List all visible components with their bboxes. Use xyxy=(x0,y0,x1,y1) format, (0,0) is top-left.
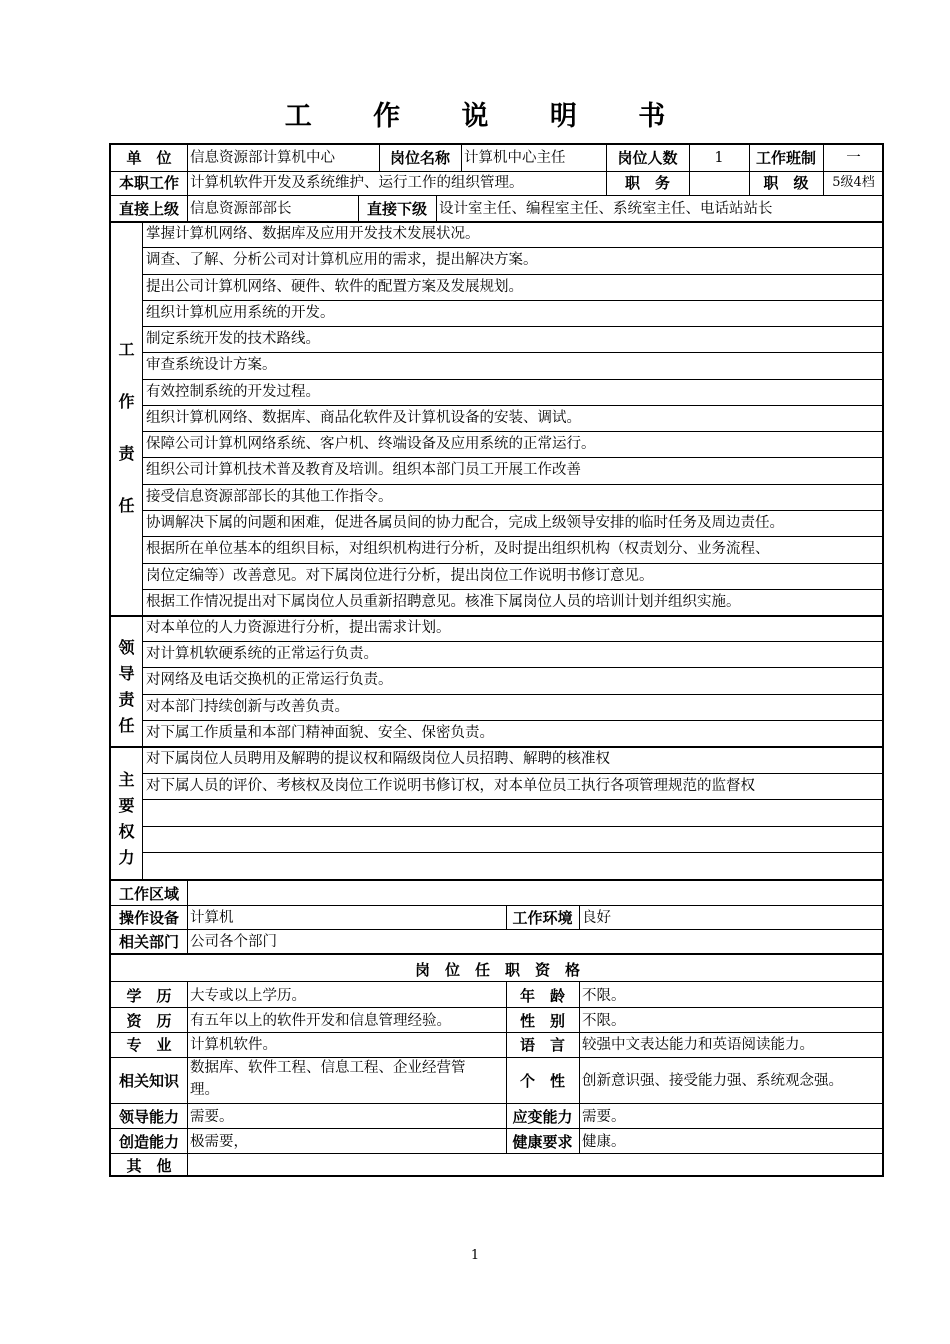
knowledge-value-line2: 理。 xyxy=(190,1082,219,1098)
duty-item: 调查、了解、分析公司对计算机应用的需求，提出解决方案。 xyxy=(146,252,538,269)
duty-item: 提出公司计算机网络、硬件、软件的配置方案及发展规划。 xyxy=(146,278,523,295)
leadership-label: 领 导 责 任 xyxy=(118,638,135,735)
duty-item: 组织公司计算机技术普及教育及培训。组织本部门员工开展工作改善 xyxy=(146,462,581,479)
experience-value: 有五年以上的软件开发和信息管理经验。 xyxy=(190,1013,451,1029)
major-value: 计算机软件。 xyxy=(190,1037,277,1053)
unit-label: 单 位 xyxy=(126,149,172,167)
knowledge-value-line1: 数据库、软件工程、信息工程、企业经营管 xyxy=(190,1060,466,1076)
duty-item: 岗位定编等）改善意见。对下属岗位进行分析，提出岗位工作说明书修订意见。 xyxy=(146,567,654,584)
knowledge-label: 相关知识 xyxy=(118,1072,179,1090)
leadership-item: 对网络及电话交换机的正常运行负责。 xyxy=(146,672,393,689)
equipment-label: 操作设备 xyxy=(118,909,179,927)
creativity-value: 极需要， xyxy=(190,1134,248,1150)
other-label: 其 他 xyxy=(126,1157,172,1175)
unit-value: 信息资源部计算机中心 xyxy=(190,150,335,166)
health-value: 健康。 xyxy=(582,1134,626,1150)
adaptability-label: 应变能力 xyxy=(512,1108,573,1126)
duty-value: 计算机软件开发及系统维护、运行工作的组织管理。 xyxy=(190,175,524,191)
leadership-ability-label: 领导能力 xyxy=(118,1108,179,1126)
subordinate-value: 设计室主任、编程室主任、系统室主任、电话站站长 xyxy=(439,201,773,217)
gender-value: 不限。 xyxy=(582,1013,626,1029)
shift-value: 一 xyxy=(846,150,861,166)
education-label: 学 历 xyxy=(126,987,172,1005)
work-duties-label: 工 作 责 任 xyxy=(118,340,135,515)
qualifications-title: 岗 位 任 职 资 格 xyxy=(414,961,580,979)
language-value: 较强中文表达能力和英语阅读能力。 xyxy=(582,1037,814,1053)
language-label: 语 言 xyxy=(519,1036,565,1054)
duty-label: 本职工作 xyxy=(118,174,179,192)
superior-value: 信息资源部部长 xyxy=(190,201,292,217)
equipment-value: 计算机 xyxy=(190,910,234,926)
leadership-item: 对本部门持续创新与改善负责。 xyxy=(146,698,349,715)
health-label: 健康要求 xyxy=(512,1133,573,1151)
duty-item: 根据工作情况提出对下属岗位人员重新招聘意见。核准下属岗位人员的培训计划并组织实施。 xyxy=(146,593,741,610)
duty-item: 接受信息资源部部长的其他工作指令。 xyxy=(146,488,393,505)
age-value: 不限。 xyxy=(582,988,626,1004)
environment-label: 工作环境 xyxy=(512,909,573,927)
gender-label: 性 别 xyxy=(519,1012,565,1030)
grade-value: 5级4档 xyxy=(832,175,875,190)
adaptability-value: 需要。 xyxy=(582,1109,626,1125)
post-count-value: 1 xyxy=(714,150,724,166)
job-description-table xyxy=(109,143,884,1177)
major-label: 专 业 xyxy=(126,1036,172,1054)
duty-item: 根据所在单位基本的组织目标，对组织机构进行分析，及时提出组织机构（权责划分、业务流程、 xyxy=(146,541,770,558)
powers-label: 主 要 权 力 xyxy=(118,770,135,867)
education-value: 大专或以上学历。 xyxy=(190,988,306,1004)
duty-item: 保障公司计算机网络系统、客户机、终端设备及应用系统的正常运行。 xyxy=(146,436,596,453)
personality-label: 个 性 xyxy=(519,1072,565,1090)
power-item: 对下属岗位人员聘用及解聘的提议权和隔级岗位人员招聘、解聘的核准权 xyxy=(146,751,610,767)
duty-item: 有效控制系统的开发过程。 xyxy=(146,383,320,400)
personality-value: 创新意识强、接受能力强、系统观念强。 xyxy=(582,1073,843,1089)
leadership-item: 对下属工作质量和本部门精神面貌、安全、保密负责。 xyxy=(146,724,494,741)
post-count-label: 岗位人数 xyxy=(617,149,678,167)
power-item xyxy=(144,826,882,853)
position-label: 职 务 xyxy=(624,174,670,192)
age-label: 年 龄 xyxy=(519,987,565,1005)
leadership-item: 对计算机软硬系统的正常运行负责。 xyxy=(146,646,378,663)
post-name-value: 计算机中心主任 xyxy=(464,150,566,166)
grade-label: 职 级 xyxy=(763,174,809,192)
duty-item: 组织计算机应用系统的开发。 xyxy=(146,304,335,321)
duty-item: 制定系统开发的技术路线。 xyxy=(146,331,320,348)
duty-item: 掌握计算机网络、数据库及应用开发技术发展状况。 xyxy=(146,226,480,242)
duty-item: 审查系统设计方案。 xyxy=(146,357,277,374)
creativity-label: 创造能力 xyxy=(118,1133,179,1151)
duty-item: 协调解决下属的问题和困难，促进各属员间的协力配合，完成上级领导安排的临时任务及周边责任。 xyxy=(146,514,784,531)
page-title: 工 作 说 明 书 xyxy=(284,101,692,132)
duty-item: 组织计算机网络、数据库、商品化软件及计算机设备的安装、调试。 xyxy=(146,409,581,426)
power-item xyxy=(144,799,882,826)
environment-value: 良好 xyxy=(582,910,611,926)
post-name-label: 岗位名称 xyxy=(389,149,450,167)
work-area-label: 工作区域 xyxy=(118,885,179,903)
related-dept-value: 公司各个部门 xyxy=(190,934,277,950)
power-item xyxy=(144,852,882,879)
subordinate-label: 直接下级 xyxy=(366,200,427,218)
page-number: 1 xyxy=(470,1248,480,1263)
shift-label: 工作班制 xyxy=(755,149,816,167)
superior-label: 直接上级 xyxy=(118,200,179,218)
experience-label: 资 历 xyxy=(126,1012,172,1030)
leadership-ability-value: 需要。 xyxy=(190,1109,234,1125)
related-dept-label: 相关部门 xyxy=(118,933,179,951)
power-item: 对下属人员的评价、考核权及岗位工作说明书修订权，对本单位员工执行各项管理规范的监督权 xyxy=(146,777,755,794)
leadership-item: 对本单位的人力资源进行分析，提出需求计划。 xyxy=(146,620,451,636)
